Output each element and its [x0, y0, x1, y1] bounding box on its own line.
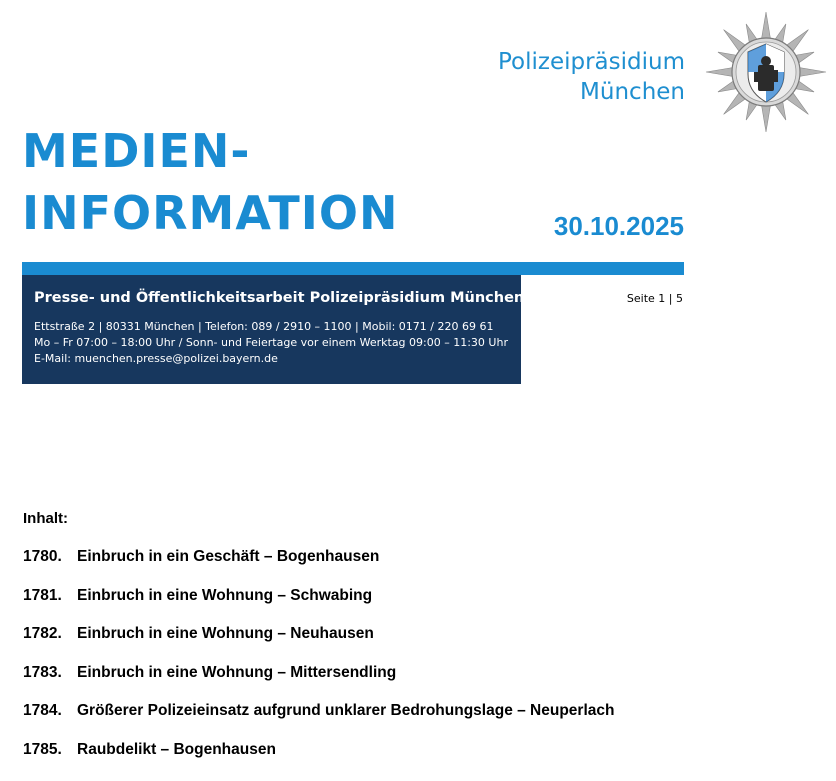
toc-item-number: 1780.: [23, 548, 62, 565]
toc-heading: Inhalt:: [23, 510, 68, 527]
toc-item-title: Einbruch in eine Wohnung – Schwabing: [77, 586, 373, 604]
toc-item-number: 1785.: [23, 740, 62, 758]
document-date: 30.10.2025: [553, 211, 684, 241]
accent-rule: [22, 262, 684, 275]
toc-item-title: Einbruch in eine Wohnung – Mittersendling: [77, 663, 397, 681]
toc-item-number: 1783.: [23, 663, 62, 681]
toc-item: [23, 548, 614, 587]
title-line2: INFORMATION: [22, 186, 399, 240]
toc-item-title: Einbruch in ein Geschäft – Bogenhausen: [77, 548, 380, 565]
contact-box: [22, 275, 525, 384]
toc-item: [23, 741, 614, 780]
toc-item-title: Raubdelikt – Bogenhausen: [77, 740, 276, 758]
toc-item: [23, 625, 614, 664]
toc-item-number: 1782.: [23, 625, 62, 642]
police-star-badge-icon: [704, 10, 828, 134]
toc-item: [23, 664, 614, 703]
toc-item-title: Einbruch in eine Wohnung – Neuhausen: [77, 625, 374, 642]
contact-hours: Mo – Fr 07:00 – 18:00 Uhr / Sonn- und Feiertage vor einem Werktag 09:00 – 11:30 Uhr: [34, 336, 508, 349]
contact-address: Ettstraße 2 | 80331 München | Telefon: 089 / 2910 – 1100 | Mobil: 0171 / 220 69 61: [34, 320, 494, 333]
org-name: [498, 47, 685, 107]
document-title: [22, 120, 398, 244]
toc-item-title: Größerer Polizeieinsatz aufgrund unklarer Bedrohungslage – Neuperlach: [77, 702, 615, 719]
toc-item: [23, 587, 614, 626]
org-name-line1: Polizeipräsidium: [497, 49, 685, 75]
org-name-line2: München: [580, 79, 685, 105]
toc-item-number: 1781.: [23, 586, 62, 604]
contact-email: E-Mail: muenchen.presse@polizei.bayern.de: [34, 352, 278, 365]
toc-item-number: 1784.: [23, 702, 62, 719]
page-number: Seite 1 | 5: [626, 292, 683, 305]
toc-list: [23, 548, 614, 779]
title-line1: MEDIEN-: [22, 124, 251, 178]
toc-item: [23, 702, 614, 741]
contact-title: Presse- und Öffentlichkeitsarbeit Polizeipräsidium München: [34, 290, 525, 306]
